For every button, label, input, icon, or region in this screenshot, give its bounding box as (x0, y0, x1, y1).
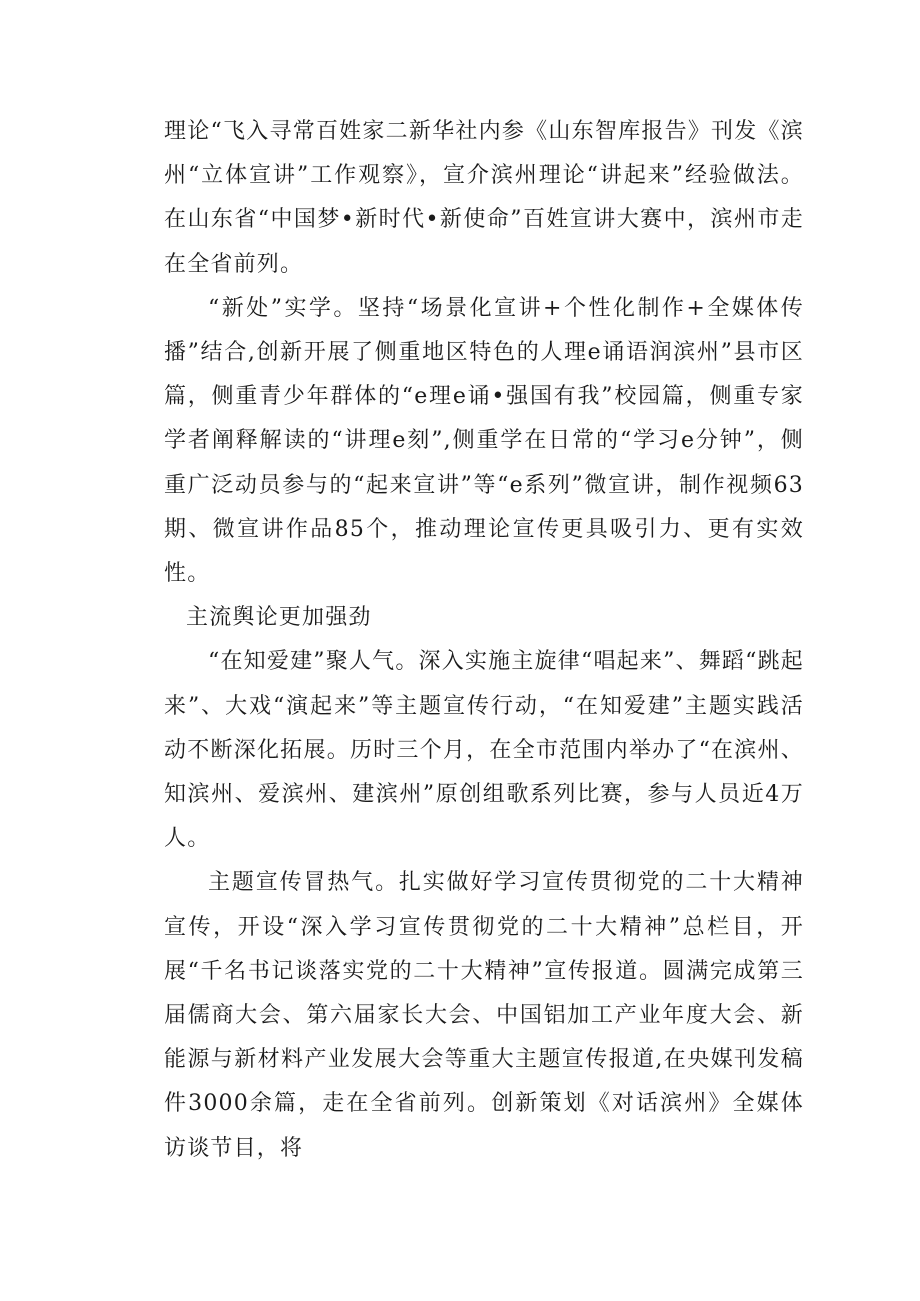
paragraph-zai-zhi-ai-jian: “在知爱建”聚人气。深入实施主旋律“唱起来”、舞蹈“跳起来”、大戏“演起来”等主题宣传行动，“在知爱建”主题实践活动不断深化拓展。历时三个月，在全市范围内举办了“在滨州、知滨州、爱滨州、建滨州”原创组歌系列比赛，参与人员近4万人。 (164, 649, 804, 852)
paragraph-new-practice: “新处”实学。坚持“场景化宣讲+个性化制作+全媒体传播”结合,创新开展了侧重地区特色的人理e诵语润滨州”县市区篇，侧重青少年群体的“e理e诵•强国有我”校园篇，侧重专家学者阐释解读的“讲理e刻”,侧重学在日常的“学习e分钟”，侧重广泛动员参与的“起来宣讲”等“e系列”微宣讲，制作视频63期、微宣讲作品85个，推动理论宣传更具吸引力、更有实效性。 (164, 295, 804, 587)
paragraph-theme-publicity: 主题宣传冒热气。扎实做好学习宣传贯彻党的二十大精神宣传，开设“深入学习宣传贯彻党的二十大精神”总栏目，开展“千名书记谈落实党的二十大精神”宣传报道。圆满完成第三届儒商大会、第六届家长大会、中国铝加工产业年度大会、新能源与新材料产业发展大会等重大主题宣传报道,在央媒刊发稿件3000余篇，走在全省前列。创新策划《对话滨州》全媒体访谈节目，将 (164, 870, 804, 1161)
document-body (164, 110, 804, 1171)
paragraph-theory-outreach: 理论“飞入寻常百姓家二新华社内参《山东智库报告》刊发《滨州“立体宣讲”工作观察》，宣介滨州理论“讲起来”经验做法。在山东省“中国梦•新时代•新使命”百姓宣讲大赛中，滨州市走在全省前列。 (164, 119, 804, 277)
section-heading: 主流舆论更加强劲 (186, 605, 372, 631)
